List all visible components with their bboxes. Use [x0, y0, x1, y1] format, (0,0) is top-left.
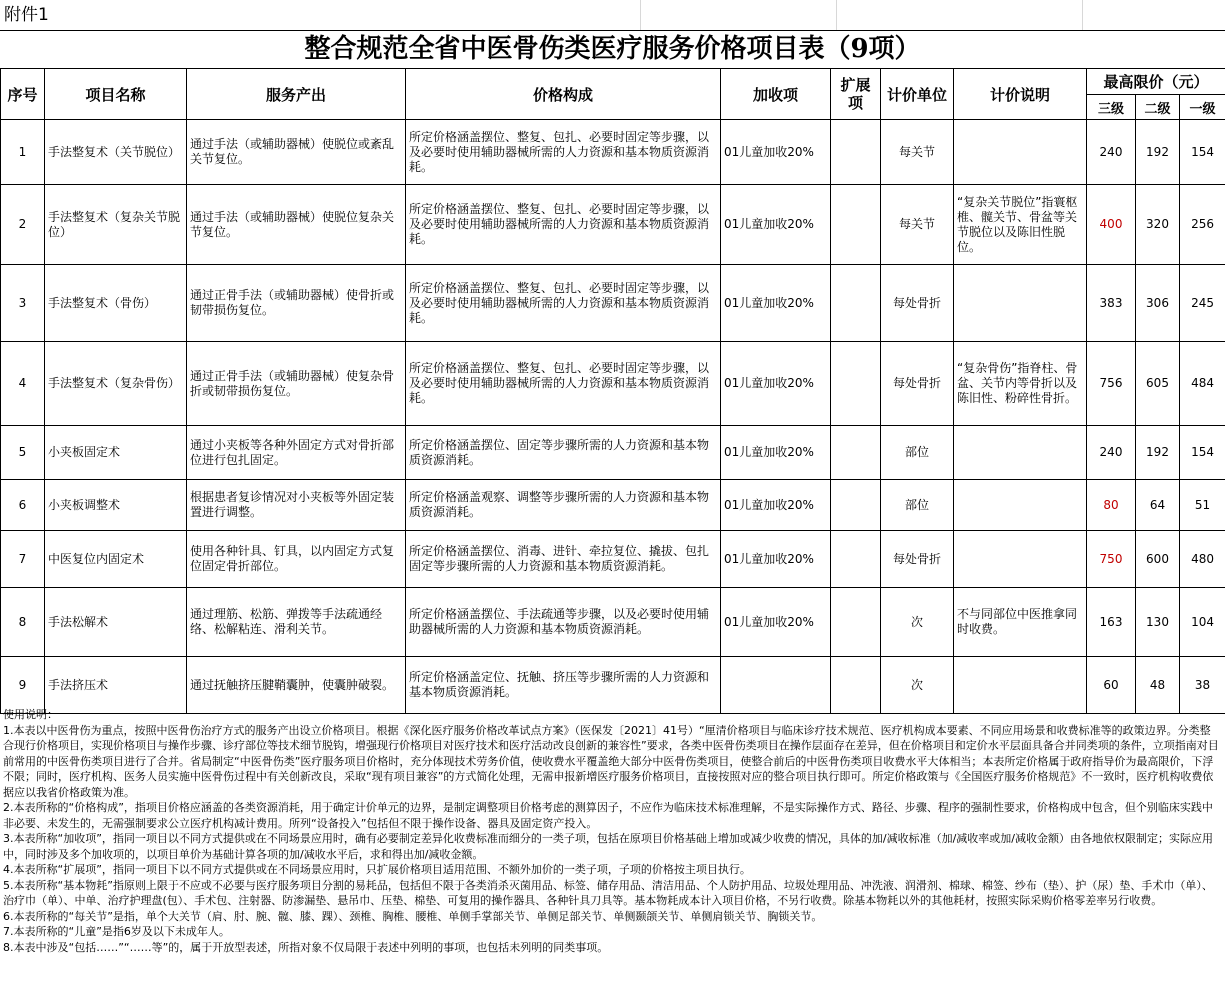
- cell-output: 通过小夹板等各种外固定方式对骨折部位进行包扎固定。: [187, 426, 406, 480]
- cell-price-level2: 605: [1136, 342, 1180, 426]
- cell-price-level1: 154: [1180, 426, 1225, 480]
- cell-output: 通过正骨手法（或辅助器械）使复杂骨折或韧带损伤复位。: [187, 342, 406, 426]
- table-row: [1, 120, 1225, 185]
- cell-no: 1: [1, 120, 45, 185]
- table-row: [1, 342, 1225, 426]
- cell-surcharge: 01儿童加收20%: [721, 265, 831, 342]
- table-row: [1, 588, 1225, 657]
- cell-unit: 每处骨折: [881, 265, 954, 342]
- cell-unit: 部位: [881, 426, 954, 480]
- cell-composition: 所定价格涵盖摆位、整复、包扎、必要时固定等步骤，以及必要时使用辅助器械所需的人力资源和基本物质资源消耗。: [406, 342, 721, 426]
- note-item: 4.本表所称“扩展项”，指同一项目下以不同方式提供或在不同场景应用时，只扩展价格项目适用范围、不额外加价的一类子项，子项的价格按主项目执行。: [3, 863, 751, 876]
- attachment-label-bar: [0, 0, 1225, 31]
- cell-unit: 部位: [881, 480, 954, 531]
- cell-surcharge: [721, 657, 831, 714]
- cell-unit: 次: [881, 657, 954, 714]
- sheet-gridline: [640, 0, 641, 30]
- cell-price-level3: 163: [1087, 588, 1136, 657]
- price-table: [0, 68, 1225, 714]
- cell-note: [954, 426, 1087, 480]
- cell-price-level3: 240: [1087, 120, 1136, 185]
- cell-price-level1: 480: [1180, 531, 1225, 588]
- table-row: [1, 657, 1225, 714]
- cell-surcharge: 01儿童加收20%: [721, 185, 831, 265]
- cell-unit: 每处骨折: [881, 342, 954, 426]
- cell-price-level3: 383: [1087, 265, 1136, 342]
- cell-price-level3: 750: [1087, 531, 1136, 588]
- header-level3: 三级: [1087, 95, 1136, 120]
- cell-no: 6: [1, 480, 45, 531]
- cell-composition: 所定价格涵盖观察、调整等步骤所需的人力资源和基本物质资源消耗。: [406, 480, 721, 531]
- header-name: 项目名称: [45, 69, 187, 120]
- cell-composition: 所定价格涵盖摆位、手法疏通等步骤，以及必要时使用辅助器械所需的人力资源和基本物质资源消耗。: [406, 588, 721, 657]
- cell-name: 手法整复术（关节脱位）: [45, 120, 187, 185]
- cell-expansion: [831, 265, 881, 342]
- attachment-label: 附件1: [4, 5, 49, 25]
- cell-price-level1: 104: [1180, 588, 1225, 657]
- cell-name: 中医复位内固定术: [45, 531, 187, 588]
- cell-no: 5: [1, 426, 45, 480]
- cell-no: 9: [1, 657, 45, 714]
- header-max-price: 最高限价（元）: [1087, 69, 1225, 95]
- cell-composition: 所定价格涵盖摆位、整复、包扎、必要时固定等步骤，以及必要时使用辅助器械所需的人力资源和基本物质资源消耗。: [406, 185, 721, 265]
- cell-expansion: [831, 426, 881, 480]
- note-item: 6.本表所称的“每关节”是指，单个大关节（肩、肘、腕、髋、膝、踝）、颈椎、胸椎、腰椎、单侧手掌部关节、单侧足部关节、单侧颞颌关节、单侧肩锁关节、胸锁关节。: [3, 909, 823, 923]
- cell-name: 小夹板固定术: [45, 426, 187, 480]
- cell-composition: 所定价格涵盖摆位、固定等步骤所需的人力资源和基本物质资源消耗。: [406, 426, 721, 480]
- cell-composition: 所定价格涵盖摆位、消毒、进针、牵拉复位、撬拔、包扎固定等步骤所需的人力资源和基本物质资源消耗。: [406, 531, 721, 588]
- cell-price-level3: 60: [1087, 657, 1136, 714]
- cell-surcharge: 01儿童加收20%: [721, 342, 831, 426]
- cell-price-level3: 240: [1087, 426, 1136, 480]
- table-row: [1, 426, 1225, 480]
- cell-price-level1: 51: [1180, 480, 1225, 531]
- cell-note: [954, 531, 1087, 588]
- cell-surcharge: 01儿童加收20%: [721, 426, 831, 480]
- cell-name: 手法整复术（复杂骨伤）: [45, 342, 187, 426]
- cell-note: 不与同部位中医推拿同时收费。: [954, 588, 1087, 657]
- cell-note: [954, 265, 1087, 342]
- table-row: [1, 531, 1225, 588]
- cell-surcharge: 01儿童加收20%: [721, 480, 831, 531]
- table-row: [1, 185, 1225, 265]
- cell-name: 手法挤压术: [45, 657, 187, 714]
- cell-composition: 所定价格涵盖定位、抚触、挤压等步骤所需的人力资源和基本物质资源消耗。: [406, 657, 721, 714]
- header-surcharge: 加收项: [721, 69, 831, 120]
- sheet-gridline: [1082, 0, 1083, 30]
- cell-output: 通过正骨手法（或辅助器械）使骨折或韧带损伤复位。: [187, 265, 406, 342]
- cell-name: 手法整复术（复杂关节脱位）: [45, 185, 187, 265]
- cell-no: 7: [1, 531, 45, 588]
- header-unit: 计价单位: [881, 69, 954, 120]
- cell-unit: 每处骨折: [881, 531, 954, 588]
- cell-surcharge: 01儿童加收20%: [721, 588, 831, 657]
- table-row: [1, 480, 1225, 531]
- header-level2: 二级: [1136, 95, 1180, 120]
- header-note: 计价说明: [954, 69, 1087, 120]
- cell-surcharge: 01儿童加收20%: [721, 531, 831, 588]
- cell-price-level3: 756: [1087, 342, 1136, 426]
- cell-price-level1: 256: [1180, 185, 1225, 265]
- notes-heading: 使用说明：: [3, 708, 58, 721]
- cell-price-level2: 306: [1136, 265, 1180, 342]
- cell-expansion: [831, 531, 881, 588]
- cell-note: [954, 120, 1087, 185]
- cell-price-level2: 192: [1136, 426, 1180, 480]
- cell-price-level2: 600: [1136, 531, 1180, 588]
- cell-expansion: [831, 185, 881, 265]
- cell-price-level3: 400: [1087, 185, 1136, 265]
- header-expansion: 扩展项: [831, 69, 881, 120]
- note-item: 2.本表所称的“价格构成”，指项目价格应涵盖的各类资源消耗，用于确定计价单元的边界，是制定调整项目价格考虑的测算因子，不应作为临床技术标准理解，不是实际操作方式、路径、步骤、程序的强制性要求，价格构成中包含，但个别临床实践中非必要、未发生的，无需强制要求公立医疗机构减计费用。所列“设备投入”包括但不限于操作设备、器具及固定资产投入。: [3, 801, 1213, 830]
- cell-no: 3: [1, 265, 45, 342]
- cell-output: 通过手法（或辅助器械）使脱位或紊乱关节复位。: [187, 120, 406, 185]
- cell-price-level1: 154: [1180, 120, 1225, 185]
- cell-name: 小夹板调整术: [45, 480, 187, 531]
- cell-price-level2: 64: [1136, 480, 1180, 531]
- cell-expansion: [831, 657, 881, 714]
- header-composition: 价格构成: [406, 69, 721, 120]
- cell-note: [954, 657, 1087, 714]
- cell-price-level1: 484: [1180, 342, 1225, 426]
- cell-unit: 每关节: [881, 120, 954, 185]
- cell-composition: 所定价格涵盖摆位、整复、包扎、必要时固定等步骤，以及必要时使用辅助器械所需的人力资源和基本物质资源消耗。: [406, 120, 721, 185]
- note-item: 7.本表所称的“儿童”是指6岁及以下未成年人。: [3, 925, 230, 938]
- cell-note: “复杂关节脱位”指寰枢椎、髋关节、骨盆等关节脱位以及陈旧性脱位。: [954, 185, 1087, 265]
- cell-price-level1: 38: [1180, 657, 1225, 714]
- note-item: 5.本表所称“基本物耗”指原则上限于不应或不必要与医疗服务项目分割的易耗品，包括但不限于各类消杀灭菌用品、标签、储存用品、清洁用品、个人防护用品、垃圾处理用品、冲洗液、润滑剂、棉球、棉签、纱布（垫）、护（尿）垫、手术巾（单）、治疗巾（单）、中单、治疗护理盘(包）、手术包、注射器、防渗漏垫、悬吊巾、压垫、棉垫、可复用的操作器具、各种针具刀具等。基本物耗成本计入项目价格，不另行收费。除基本物耗以外的其他耗材，按照实际采购价格零差率另行收费。: [3, 878, 1213, 907]
- cell-no: 8: [1, 588, 45, 657]
- cell-price-level2: 48: [1136, 657, 1180, 714]
- cell-output: 使用各种针具、钉具，以内固定方式复位固定骨折部位。: [187, 531, 406, 588]
- cell-composition: 所定价格涵盖摆位、整复、包扎、必要时固定等步骤，以及必要时使用辅助器械所需的人力资源和基本物质资源消耗。: [406, 265, 721, 342]
- note-item: 8.本表中涉及“包括……”“……等”的，属于开放型表述，所指对象不仅局限于表述中列明的事项，也包括未列明的同类事项。: [3, 940, 609, 954]
- note-item: 1.本表以中医骨伤为重点，按照中医骨伤治疗方式的服务产出设立价格项目。根据《深化医疗服务价格改革试点方案》（医保发〔2021〕41号）“厘清价格项目与临床诊疗技术规范、医疗机构成本要素、不同应用场景和收费标准等的政策边界。分类整合现行价格项目，实现价格项目与操作步骤、诊疗部位等技术细节脱钩，增强现行价格项目对医疗技术和医疗活动改良创新的兼容性”要求，各类中医骨伤类项目在操作层面存在差异，但在价格项目和定价水平层面具备合并同类项的条件，立项指南对目前常用的中医骨伤类项目进行了合并。省局制定“中医骨伤类”医疗服务项目价格时，充分体现技术劳务价值，使收费水平覆盖绝大部分中医骨伤类项目，使整合前后的中医骨伤类项目收费水平大体相当；本表所定价格属于政府指导价为最高限价，下浮不限；同时，医疗机构、医务人员实施中医骨伤过程中有关创新改良，采取“现有项目兼容”的方式简化处理，无需申报新增医疗服务价格项目，直接按照对应的整合项目执行即可。所定价格政策与《全国医疗服务价格规范》不一致时，医疗机构收费依据应以我省价格政策为准。: [3, 723, 1219, 799]
- page-title: 整合规范全省中医骨伤类医疗服务价格项目表（9项）: [304, 34, 921, 64]
- cell-name: 手法整复术（骨伤）: [45, 265, 187, 342]
- header-output: 服务产出: [187, 69, 406, 120]
- cell-expansion: [831, 342, 881, 426]
- cell-output: 通过手法（或辅助器械）使脱位复杂关节复位。: [187, 185, 406, 265]
- cell-price-level2: 320: [1136, 185, 1180, 265]
- cell-no: 2: [1, 185, 45, 265]
- cell-name: 手法松解术: [45, 588, 187, 657]
- cell-output: 根据患者复诊情况对小夹板等外固定装置进行调整。: [187, 480, 406, 531]
- cell-no: 4: [1, 342, 45, 426]
- cell-expansion: [831, 588, 881, 657]
- cell-price-level1: 245: [1180, 265, 1225, 342]
- cell-surcharge: 01儿童加收20%: [721, 120, 831, 185]
- header-no: 序号: [1, 69, 45, 120]
- sheet-gridline: [836, 0, 837, 30]
- cell-output: 通过理筋、松筋、弹拨等手法疏通经络、松解粘连、滑利关节。: [187, 588, 406, 657]
- cell-expansion: [831, 480, 881, 531]
- cell-unit: 每关节: [881, 185, 954, 265]
- cell-note: [954, 480, 1087, 531]
- cell-price-level2: 192: [1136, 120, 1180, 185]
- cell-unit: 次: [881, 588, 954, 657]
- cell-price-level3: 80: [1087, 480, 1136, 531]
- cell-output: 通过抚触挤压腱鞘囊肿，使囊肿破裂。: [187, 657, 406, 714]
- header-level1: 一级: [1180, 95, 1225, 120]
- cell-price-level2: 130: [1136, 588, 1180, 657]
- cell-expansion: [831, 120, 881, 185]
- table-row: [1, 265, 1225, 342]
- cell-note: “复杂骨伤”指脊柱、骨盆、关节内等骨折以及陈旧性、粉碎性骨折。: [954, 342, 1087, 426]
- usage-notes: [3, 707, 1219, 955]
- note-item: 3.本表所称“加收项”，指同一项目以不同方式提供或在不同场景应用时，确有必要制定差异化收费标准而细分的一类子项，包括在原项目价格基础上增加或减少收费的情况，具体的加/减收标准（加/减收率或加/减收金额）由各地依权限制定；实际应用中，同时涉及多个加收项的，以项目单价为基础计算各项的加/减收水平后，求和得出加/减收金额。: [3, 832, 1214, 861]
